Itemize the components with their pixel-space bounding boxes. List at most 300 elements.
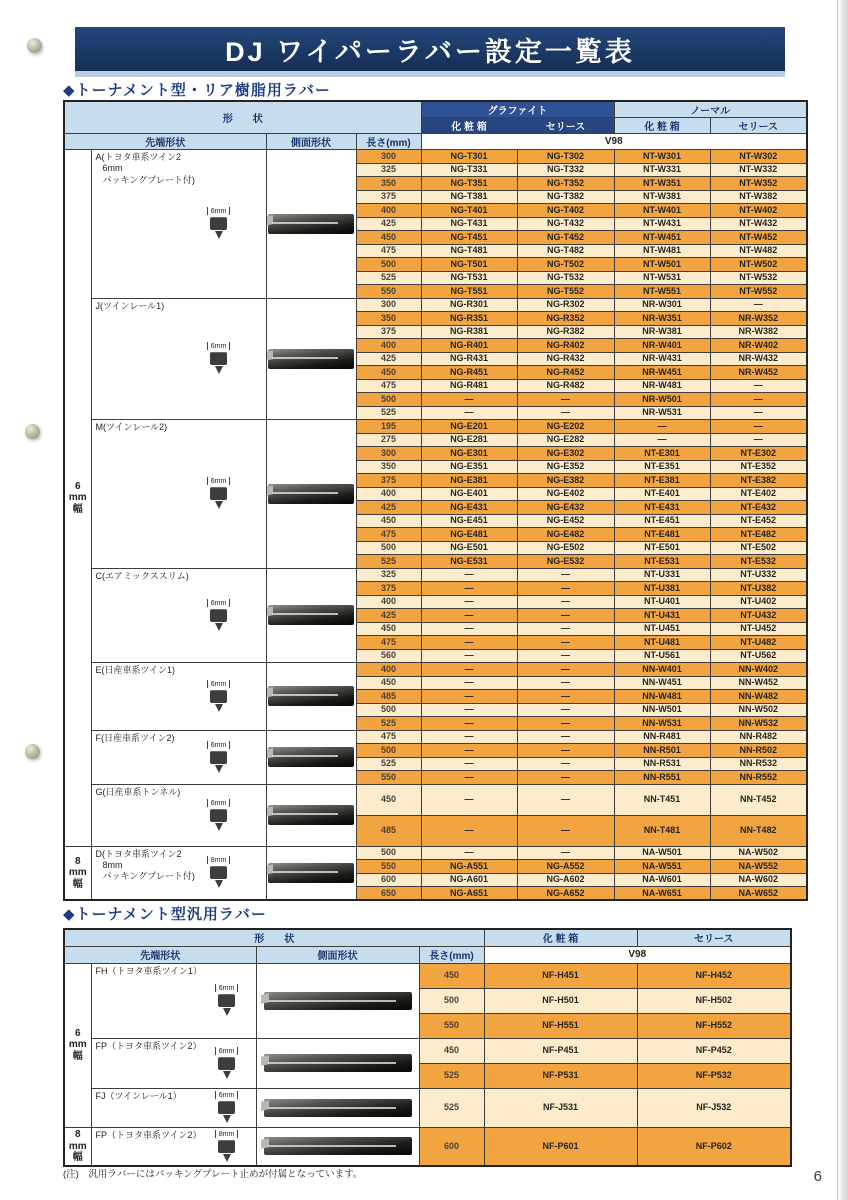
punch-hole-icon xyxy=(25,424,40,439)
length-cell: 350 xyxy=(356,312,421,326)
length-cell: 350 xyxy=(356,177,421,191)
part-number-cell: NG-R352 xyxy=(517,312,614,326)
part-number-cell: — xyxy=(710,393,807,407)
part-number-cell: NT-W301 xyxy=(614,150,710,164)
part-number-cell: — xyxy=(421,393,517,407)
part-number-cell: NT-W302 xyxy=(710,150,807,164)
part-number-cell: NT-U401 xyxy=(614,595,710,609)
length-cell: 500 xyxy=(356,744,421,758)
part-number-cell: NT-W452 xyxy=(710,231,807,245)
group-label: M(ツインレール2) xyxy=(95,422,168,432)
part-number-cell: NF-H452 xyxy=(637,963,791,988)
width-band-label: 8 mm 幅 xyxy=(64,1127,91,1166)
length-cell: 550 xyxy=(419,1013,484,1038)
part-number-cell: NG-A651 xyxy=(421,887,517,901)
part-number-cell: NF-H551 xyxy=(484,1013,637,1038)
part-number-cell: NG-T352 xyxy=(517,177,614,191)
part-number-cell: — xyxy=(421,636,517,650)
side-shape-cell xyxy=(266,846,356,900)
part-number-cell: NA-W602 xyxy=(710,873,807,887)
part-number-cell: NF-J532 xyxy=(637,1088,791,1127)
general-purpose-rubber-table xyxy=(63,928,792,1167)
part-number-cell: NG-T501 xyxy=(421,258,517,272)
series-header: セリース xyxy=(517,118,614,134)
length-cell: 525 xyxy=(356,757,421,771)
part-number-cell: — xyxy=(710,420,807,434)
group-label: E(日産車系ツイン1) xyxy=(95,665,176,675)
tip-shape-icon xyxy=(200,681,238,712)
part-number-cell: NN-R482 xyxy=(710,730,807,744)
part-number-cell: NG-T502 xyxy=(517,258,614,272)
length-cell: 450 xyxy=(419,963,484,988)
length-cell: 550 xyxy=(356,860,421,874)
part-number-cell: — xyxy=(421,609,517,623)
part-number-cell: — xyxy=(710,379,807,393)
part-number-cell: NG-E302 xyxy=(517,447,614,461)
part-number-cell: NR-W452 xyxy=(710,366,807,380)
length-cell: 500 xyxy=(356,846,421,860)
length-cell: 485 xyxy=(356,815,421,846)
part-number-cell: — xyxy=(421,717,517,731)
table-row xyxy=(64,568,807,582)
side-shape-header: 側面形状 xyxy=(266,134,356,150)
part-number-cell: NF-P601 xyxy=(484,1127,637,1166)
part-number-cell: NN-R481 xyxy=(614,730,710,744)
tip-shape-cell xyxy=(91,784,266,846)
part-number-cell: NT-W502 xyxy=(710,258,807,272)
part-number-cell: NG-T451 xyxy=(421,231,517,245)
side-profile-image xyxy=(264,992,412,1010)
side-profile-image xyxy=(264,1054,412,1072)
part-number-cell: NT-U432 xyxy=(710,609,807,623)
tip-width-label: 6mm xyxy=(207,343,231,352)
part-number-cell: NF-H501 xyxy=(484,988,637,1013)
part-number-cell: — xyxy=(421,622,517,636)
part-number-cell: NT-E352 xyxy=(710,460,807,474)
length-cell: 450 xyxy=(356,514,421,528)
tip-shape-icon xyxy=(200,800,238,831)
part-number-cell: NA-W551 xyxy=(614,860,710,874)
tip-shape-icon xyxy=(200,857,238,888)
group-label: FH（トヨタ車系ツイン1） xyxy=(95,965,203,976)
part-number-cell: NG-T382 xyxy=(517,190,614,204)
part-number-cell: NT-U332 xyxy=(710,568,807,582)
part-number-cell: NR-W531 xyxy=(614,406,710,420)
part-number-cell: NT-E451 xyxy=(614,514,710,528)
part-number-cell: NG-R452 xyxy=(517,366,614,380)
part-number-cell: NG-T401 xyxy=(421,204,517,218)
part-number-cell: NG-T381 xyxy=(421,190,517,204)
part-number-cell: NT-E302 xyxy=(710,447,807,461)
part-number-cell: — xyxy=(517,846,614,860)
length-cell: 375 xyxy=(356,190,421,204)
side-shape-cell xyxy=(256,963,419,1038)
part-number-cell: — xyxy=(710,406,807,420)
part-number-cell: NN-W482 xyxy=(710,690,807,704)
tip-shape-cell xyxy=(91,1088,256,1127)
part-number-cell: NR-W401 xyxy=(614,339,710,353)
side-shape-cell xyxy=(266,730,356,784)
side-shape-cell xyxy=(266,784,356,846)
part-number-cell: NT-U452 xyxy=(710,622,807,636)
part-number-cell: NG-E482 xyxy=(517,528,614,542)
length-cell: 475 xyxy=(356,244,421,258)
part-number-cell: NN-T482 xyxy=(710,815,807,846)
table-row xyxy=(64,846,807,860)
part-number-cell: — xyxy=(517,406,614,420)
part-number-cell: NG-T452 xyxy=(517,231,614,245)
part-number-cell: NT-W402 xyxy=(710,204,807,218)
part-number-cell: — xyxy=(710,433,807,447)
tip-shape-icon xyxy=(200,343,238,374)
part-number-cell: NG-R301 xyxy=(421,298,517,312)
tip-width-label: 6mm xyxy=(207,742,231,751)
part-number-cell: NT-U381 xyxy=(614,582,710,596)
page-banner xyxy=(75,27,785,71)
length-cell: 400 xyxy=(356,339,421,353)
part-number-cell: NF-J531 xyxy=(484,1088,637,1127)
length-cell: 425 xyxy=(356,501,421,515)
part-number-cell: NG-E501 xyxy=(421,541,517,555)
tip-shape-cell xyxy=(91,1038,256,1088)
part-number-cell: NG-R382 xyxy=(517,325,614,339)
group-label: FP（トヨタ車系ツイン2） xyxy=(95,1129,202,1140)
part-number-cell: NG-A552 xyxy=(517,860,614,874)
part-number-cell: NG-E502 xyxy=(517,541,614,555)
part-number-cell: — xyxy=(421,815,517,846)
part-number-cell: NT-W352 xyxy=(710,177,807,191)
part-number-cell: NG-R451 xyxy=(421,366,517,380)
part-number-cell: NN-T481 xyxy=(614,815,710,846)
side-shape-cell xyxy=(256,1127,419,1166)
tip-shape-header: 先端形状 xyxy=(64,134,266,150)
part-number-cell: NR-W352 xyxy=(710,312,807,326)
part-number-cell: NT-U482 xyxy=(710,636,807,650)
part-number-cell: NN-W531 xyxy=(614,717,710,731)
shape-header: 形 状 xyxy=(64,929,484,946)
part-number-cell: — xyxy=(517,595,614,609)
part-number-cell: NT-U402 xyxy=(710,595,807,609)
page-edge xyxy=(837,0,848,1200)
tip-shape-icon xyxy=(208,985,246,1016)
part-number-cell: — xyxy=(517,649,614,663)
graphite-header: グラファイト xyxy=(421,101,614,118)
part-number-cell: — xyxy=(517,744,614,758)
tip-shape-cell xyxy=(91,846,266,900)
part-number-cell: NG-T531 xyxy=(421,271,517,285)
part-number-cell: NT-E381 xyxy=(614,474,710,488)
part-number-cell: NG-R481 xyxy=(421,379,517,393)
part-number-cell: NA-W652 xyxy=(710,887,807,901)
part-number-cell: NN-W502 xyxy=(710,703,807,717)
part-number-cell: NT-E481 xyxy=(614,528,710,542)
punch-hole-icon xyxy=(27,38,42,53)
tip-width-label: 8mm xyxy=(215,1131,239,1140)
box-header: 化 粧 箱 xyxy=(484,929,637,946)
part-number-cell: NF-H451 xyxy=(484,963,637,988)
table-row xyxy=(64,1088,791,1127)
part-number-cell: NT-W482 xyxy=(710,244,807,258)
part-number-cell: NG-A602 xyxy=(517,873,614,887)
side-shape-cell xyxy=(266,663,356,731)
part-number-cell: NR-W501 xyxy=(614,393,710,407)
length-cell: 475 xyxy=(356,379,421,393)
part-number-cell: NG-E382 xyxy=(517,474,614,488)
v98-header: V98 xyxy=(421,134,807,150)
tip-shape-icon xyxy=(208,1131,246,1162)
group-label: J(ツインレール1) xyxy=(95,300,165,311)
side-profile-image xyxy=(268,349,354,369)
punch-hole-icon xyxy=(25,744,40,759)
part-number-cell: NR-W351 xyxy=(614,312,710,326)
tip-shape-cell xyxy=(91,298,266,420)
group-label: G(日産車系トンネル) xyxy=(95,786,181,797)
part-number-cell: NA-W651 xyxy=(614,887,710,901)
part-number-cell: NG-A551 xyxy=(421,860,517,874)
part-number-cell: NT-W481 xyxy=(614,244,710,258)
page-title: DJ ワイパーラバー設定一覧表 xyxy=(225,36,635,67)
part-number-cell: — xyxy=(421,406,517,420)
part-number-cell: NR-W431 xyxy=(614,352,710,366)
part-number-cell: NT-W501 xyxy=(614,258,710,272)
part-number-cell: NT-E452 xyxy=(710,514,807,528)
part-number-cell: NG-A601 xyxy=(421,873,517,887)
part-number-cell: NN-T452 xyxy=(710,784,807,815)
width-band-label: 6 mm 幅 xyxy=(64,963,91,1127)
length-cell: 450 xyxy=(356,784,421,815)
group-label: A(トヨタ車系ツイン2 6mm パッキングプレート付) xyxy=(95,152,195,185)
part-number-cell: — xyxy=(517,622,614,636)
part-number-cell: NG-E451 xyxy=(421,514,517,528)
side-profile-image xyxy=(268,805,354,825)
part-number-cell: NG-R432 xyxy=(517,352,614,366)
tip-shape-icon xyxy=(200,742,238,773)
tip-width-label: 8mm xyxy=(207,857,231,866)
length-cell: 400 xyxy=(356,204,421,218)
length-cell: 550 xyxy=(356,285,421,299)
length-cell: 325 xyxy=(356,568,421,582)
part-number-cell: NT-W382 xyxy=(710,190,807,204)
part-number-cell: NG-E201 xyxy=(421,420,517,434)
tip-shape-cell xyxy=(91,730,266,784)
part-number-cell: NT-U451 xyxy=(614,622,710,636)
tip-width-label: 6mm xyxy=(207,600,231,609)
part-number-cell: — xyxy=(421,771,517,785)
part-number-cell: NR-W402 xyxy=(710,339,807,353)
side-profile-image xyxy=(268,686,354,706)
part-number-cell: NT-E502 xyxy=(710,541,807,555)
part-number-cell: NF-P452 xyxy=(637,1038,791,1063)
part-number-cell: NG-R482 xyxy=(517,379,614,393)
tip-shape-icon xyxy=(200,478,238,509)
part-number-cell: — xyxy=(517,676,614,690)
part-number-cell: NG-E432 xyxy=(517,501,614,515)
part-number-cell: NG-E202 xyxy=(517,420,614,434)
table-row xyxy=(64,150,807,164)
length-cell: 500 xyxy=(356,258,421,272)
part-number-cell: NT-E482 xyxy=(710,528,807,542)
part-number-cell: — xyxy=(517,771,614,785)
part-number-cell: — xyxy=(421,649,517,663)
part-number-cell: NN-W452 xyxy=(710,676,807,690)
part-number-cell: — xyxy=(517,730,614,744)
part-number-cell: NG-E531 xyxy=(421,555,517,569)
side-shape-cell xyxy=(256,1038,419,1088)
part-number-cell: NG-T402 xyxy=(517,204,614,218)
length-cell: 500 xyxy=(356,393,421,407)
part-number-cell: NT-E532 xyxy=(710,555,807,569)
side-profile-image xyxy=(268,863,354,883)
part-number-cell: NF-H502 xyxy=(637,988,791,1013)
part-number-cell: NN-W532 xyxy=(710,717,807,731)
length-cell: 525 xyxy=(419,1063,484,1088)
part-number-cell: NG-E352 xyxy=(517,460,614,474)
section1-title: ◆トーナメント型・リア樹脂用ラバー xyxy=(63,82,331,99)
tip-width-label: 6mm xyxy=(215,1092,239,1101)
part-number-cell: NT-E402 xyxy=(710,487,807,501)
part-number-cell: — xyxy=(421,757,517,771)
group-label: C(エアミックススリム) xyxy=(95,570,189,581)
part-number-cell: NT-E401 xyxy=(614,487,710,501)
part-number-cell: NT-W351 xyxy=(614,177,710,191)
length-cell: 475 xyxy=(356,636,421,650)
part-number-cell: NT-U561 xyxy=(614,649,710,663)
part-number-cell: NG-R402 xyxy=(517,339,614,353)
part-number-cell: NT-W432 xyxy=(710,217,807,231)
part-number-cell: NG-E281 xyxy=(421,433,517,447)
length-cell: 425 xyxy=(356,352,421,366)
part-number-cell: NT-E531 xyxy=(614,555,710,569)
part-number-cell: NG-E452 xyxy=(517,514,614,528)
side-shape-cell xyxy=(266,298,356,420)
length-cell: 475 xyxy=(356,528,421,542)
part-number-cell: NG-E402 xyxy=(517,487,614,501)
side-profile-image xyxy=(268,484,354,504)
group-label: FP（トヨタ車系ツイン2） xyxy=(95,1040,202,1051)
tip-shape-cell xyxy=(91,1127,256,1166)
tip-width-label: 6mm xyxy=(207,208,231,217)
part-number-cell: NG-R381 xyxy=(421,325,517,339)
group-label: FJ（ツインレール1） xyxy=(95,1090,182,1101)
side-profile-image xyxy=(268,747,354,767)
length-cell: 400 xyxy=(356,595,421,609)
part-number-cell: NT-U481 xyxy=(614,636,710,650)
tip-width-label: 6mm xyxy=(207,800,231,809)
part-number-cell: — xyxy=(421,744,517,758)
part-number-cell: — xyxy=(517,703,614,717)
tip-width-label: 6mm xyxy=(215,1048,239,1057)
side-shape-cell xyxy=(256,1088,419,1127)
part-number-cell: NT-W551 xyxy=(614,285,710,299)
part-number-cell: NN-R501 xyxy=(614,744,710,758)
tip-shape-cell xyxy=(91,963,256,1038)
length-cell: 500 xyxy=(356,703,421,717)
part-number-cell: NN-R531 xyxy=(614,757,710,771)
length-cell: 525 xyxy=(419,1088,484,1127)
side-profile-image xyxy=(264,1137,412,1155)
length-cell: 450 xyxy=(356,622,421,636)
part-number-cell: NA-W502 xyxy=(710,846,807,860)
part-number-cell: NG-T331 xyxy=(421,163,517,177)
part-number-cell: NF-P451 xyxy=(484,1038,637,1063)
group-label: F(日産車系ツイン2) xyxy=(95,732,175,743)
length-cell: 600 xyxy=(356,873,421,887)
part-number-cell: — xyxy=(517,815,614,846)
group-label: D(トヨタ車系ツイン2 8mm パッキングプレート付) xyxy=(95,848,195,881)
part-number-cell: NG-T552 xyxy=(517,285,614,299)
part-number-cell: NA-W552 xyxy=(710,860,807,874)
length-cell: 450 xyxy=(419,1038,484,1063)
part-number-cell: NN-W402 xyxy=(710,663,807,677)
table-row xyxy=(64,420,807,434)
width-band-label: 6 mm 幅 xyxy=(64,150,91,847)
page-number: 6 xyxy=(813,1168,822,1185)
part-number-cell: NT-W552 xyxy=(710,285,807,299)
part-number-cell: NR-W382 xyxy=(710,325,807,339)
length-cell: 300 xyxy=(356,150,421,164)
side-profile-image xyxy=(264,1099,412,1117)
footnote: (注) 汎用ラバーにはパッキングプレート止めが付属となっています。 xyxy=(63,1169,363,1180)
length-cell: 400 xyxy=(356,487,421,501)
part-number-cell: — xyxy=(517,582,614,596)
part-number-cell: — xyxy=(421,784,517,815)
tip-shape-icon xyxy=(208,1092,246,1123)
length-cell: 475 xyxy=(356,730,421,744)
tip-width-label: 6mm xyxy=(215,985,239,994)
part-number-cell: NN-W481 xyxy=(614,690,710,704)
part-number-cell: NN-W451 xyxy=(614,676,710,690)
part-number-cell: NG-T351 xyxy=(421,177,517,191)
part-number-cell: NT-W451 xyxy=(614,231,710,245)
length-cell: 525 xyxy=(356,406,421,420)
side-shape-cell xyxy=(266,420,356,569)
part-number-cell: — xyxy=(421,595,517,609)
part-number-cell: — xyxy=(710,298,807,312)
part-number-cell: NN-R502 xyxy=(710,744,807,758)
part-number-cell: — xyxy=(421,676,517,690)
part-number-cell: — xyxy=(517,690,614,704)
part-number-cell: — xyxy=(421,690,517,704)
part-number-cell: — xyxy=(517,636,614,650)
length-cell: 375 xyxy=(356,474,421,488)
table-row xyxy=(64,963,791,988)
part-number-cell: NG-T432 xyxy=(517,217,614,231)
table-row xyxy=(64,784,807,815)
part-number-cell: NG-T302 xyxy=(517,150,614,164)
part-number-cell: NG-T532 xyxy=(517,271,614,285)
part-number-cell: — xyxy=(517,393,614,407)
length-cell: 300 xyxy=(356,298,421,312)
part-number-cell: — xyxy=(421,846,517,860)
part-number-cell: NT-W531 xyxy=(614,271,710,285)
part-number-cell: NN-W401 xyxy=(614,663,710,677)
length-header: 長さ(mm) xyxy=(356,134,421,150)
length-cell: 425 xyxy=(356,217,421,231)
length-cell: 350 xyxy=(356,460,421,474)
table-row xyxy=(64,298,807,312)
part-number-cell: NN-R551 xyxy=(614,771,710,785)
tip-width-label: 6mm xyxy=(207,478,231,487)
length-cell: 500 xyxy=(356,541,421,555)
part-number-cell: NG-E301 xyxy=(421,447,517,461)
box-header: 化 粧 箱 xyxy=(421,118,517,134)
tip-shape-icon xyxy=(208,1048,246,1079)
part-number-cell: — xyxy=(421,730,517,744)
part-number-cell: — xyxy=(421,568,517,582)
length-cell: 195 xyxy=(356,420,421,434)
part-number-cell: NT-E301 xyxy=(614,447,710,461)
part-number-cell: NG-R431 xyxy=(421,352,517,366)
